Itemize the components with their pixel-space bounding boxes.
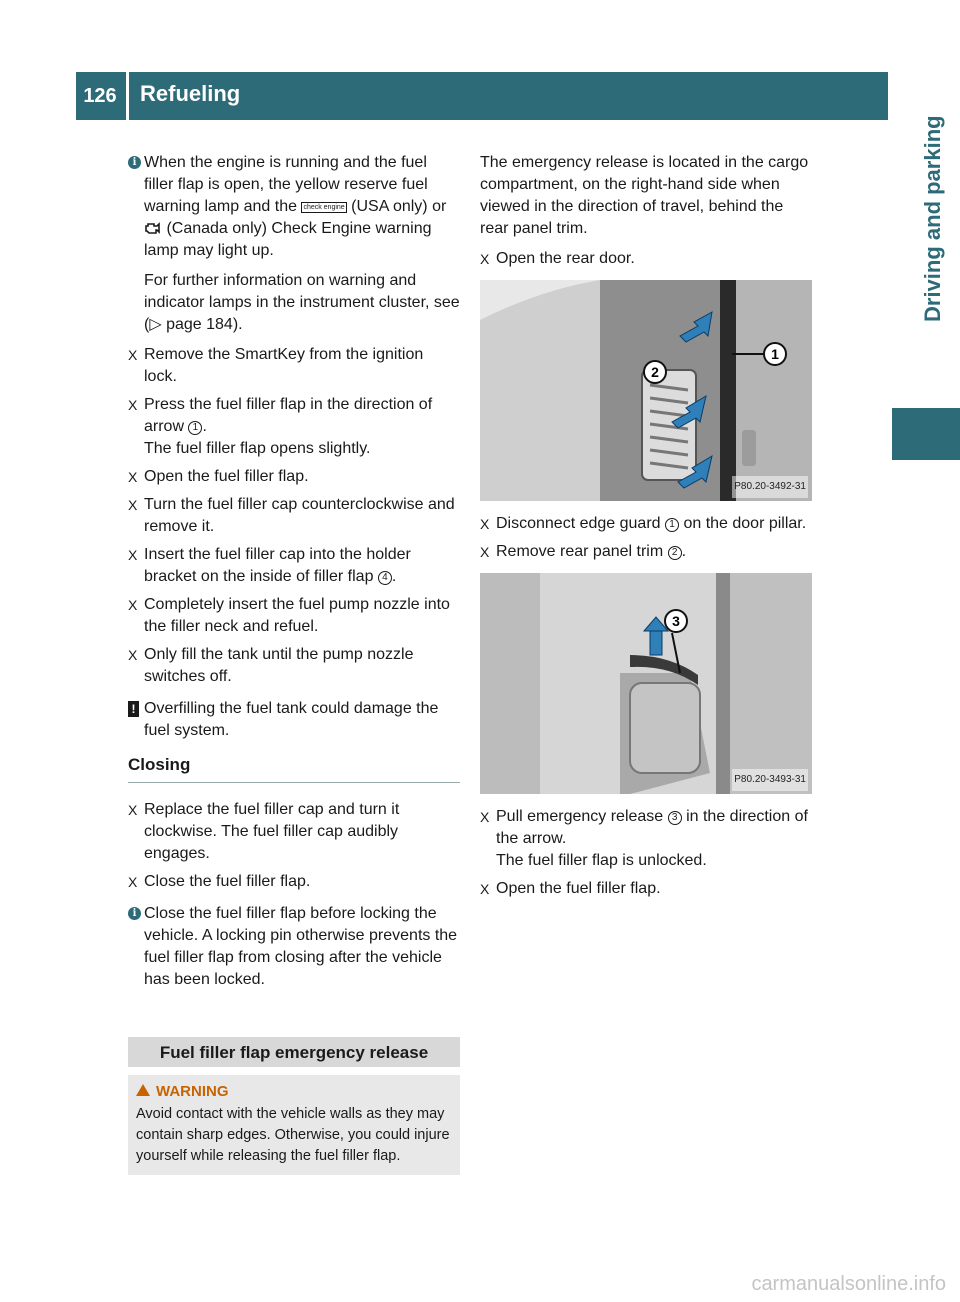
step-item: X Replace the fuel filler cap and turn it clockwise. The fuel filler cap audibly engages. — [128, 801, 400, 862]
photo-emergency-release-illustration — [480, 573, 812, 794]
step-item: X Remove the SmartKey from the ignition lock. — [128, 346, 424, 385]
step-marker-icon: X — [128, 347, 138, 363]
caution-icon: ! — [128, 701, 139, 717]
step-marker-icon: X — [128, 874, 138, 890]
step-item: X Open the fuel filler flap. — [128, 466, 460, 488]
step-marker-icon: X — [480, 881, 490, 897]
step-item: X Press the fuel filler flap in the direction of arrow 1 . The fuel filler flap opens slightly. — [128, 396, 433, 457]
callout-4: 4 — [378, 571, 392, 585]
caution-note: ! Overfilling the fuel tank could damage the fuel system. — [128, 698, 460, 742]
closing-heading: Closing — [128, 754, 460, 783]
step-item: X Insert the fuel filler cap into the holder bracket on the inside of filler flap 4 . — [128, 546, 411, 585]
step-marker-icon: X — [128, 497, 138, 513]
side-tab-marker — [892, 408, 960, 460]
info-note: i Close the fuel filler flap before locking the vehicle. A locking pin otherwise prevents the fuel filler flap from closing after the vehicle has been locked. — [128, 903, 460, 991]
info-text: When the engine is running and the fuel filler flap is open, the yellow reserve fuel warning lamp and the check engine (USA only) or (Canada only) Check Engine warning lamp may light up. — [144, 154, 447, 259]
step-marker-icon: X — [480, 809, 490, 825]
step-marker-icon: X — [480, 544, 490, 560]
step-item: X Close the fuel filler flap. — [128, 871, 460, 893]
photo1-callout-2: 2 — [651, 364, 659, 380]
photo-edge-guard-illustration — [480, 280, 812, 501]
info-note — [128, 152, 460, 336]
photo1-callout-1: 1 — [771, 346, 779, 362]
step-marker-icon: X — [128, 397, 138, 413]
callout-1: 1 — [665, 518, 679, 532]
step-marker-icon: X — [480, 251, 490, 267]
step-item: X Open the fuel filler flap. — [480, 878, 812, 900]
info-icon: i — [128, 907, 141, 920]
step-marker-icon: X — [128, 469, 138, 485]
right-column — [480, 152, 812, 906]
step-item: X Completely insert the fuel pump nozzle into the filler neck and refuel. — [128, 596, 450, 635]
step-marker-icon: X — [480, 516, 490, 532]
warning-title: WARNING — [136, 1081, 452, 1102]
footer-watermark: carmanualsonline.info — [751, 1273, 946, 1295]
engine-icon — [144, 221, 162, 235]
section-title: Fuel filler flap emergency release — [128, 1037, 460, 1067]
callout-2: 2 — [668, 546, 682, 560]
step-marker-icon: X — [128, 547, 138, 563]
step-item: X Only fill the tank until the pump nozzle switches off. — [128, 646, 414, 685]
photo-code: P80.20-3493-31 — [732, 769, 808, 791]
warning-triangle-icon — [136, 1084, 150, 1096]
info-icon: i — [128, 156, 141, 169]
page-title: Refueling — [140, 81, 241, 106]
side-tab — [892, 72, 960, 462]
callout-1: 1 — [188, 421, 202, 435]
photo2-callout-3: 3 — [672, 613, 680, 629]
side-tab-label: Driving and parking — [920, 115, 945, 322]
step-marker-icon: X — [128, 597, 138, 613]
step-item: X Remove rear panel trim 2 . — [480, 541, 812, 563]
left-column — [128, 152, 460, 1175]
page-number: 126 — [83, 85, 117, 107]
step-item: X Open the rear door. — [480, 248, 812, 270]
header-divider — [126, 72, 129, 120]
photo-emergency-release — [480, 573, 812, 794]
step-item: X Turn the fuel filler cap counterclockwise and remove it. — [128, 496, 455, 535]
step-marker-icon: X — [128, 802, 138, 818]
warning-text: Avoid contact with the vehicle walls as they may contain sharp edges. Otherwise, you could injure yourself while releasing the fuel filler flap. — [136, 1106, 450, 1164]
photo-edge-guard — [480, 280, 812, 501]
page-header — [76, 72, 888, 120]
step-item: X Pull emergency release 3 in the direction of the arrow. The fuel filler flap is unlocked. — [480, 808, 808, 869]
step-marker-icon: X — [128, 647, 138, 663]
intro-text: The emergency release is located in the cargo compartment, on the right-hand side when viewed in the direction of travel, behind the rear panel trim. — [480, 154, 809, 237]
warning-box — [128, 1075, 460, 1175]
callout-3: 3 — [668, 811, 682, 825]
photo-code: P80.20-3492-31 — [732, 476, 808, 498]
info-text-2: For further information on warning and indicator lamps in the instrument cluster, see (▷ page 184). — [144, 272, 460, 333]
step-item: X Disconnect edge guard 1 on the door pillar. — [480, 513, 812, 535]
check-engine-icon: check engine — [303, 204, 345, 211]
